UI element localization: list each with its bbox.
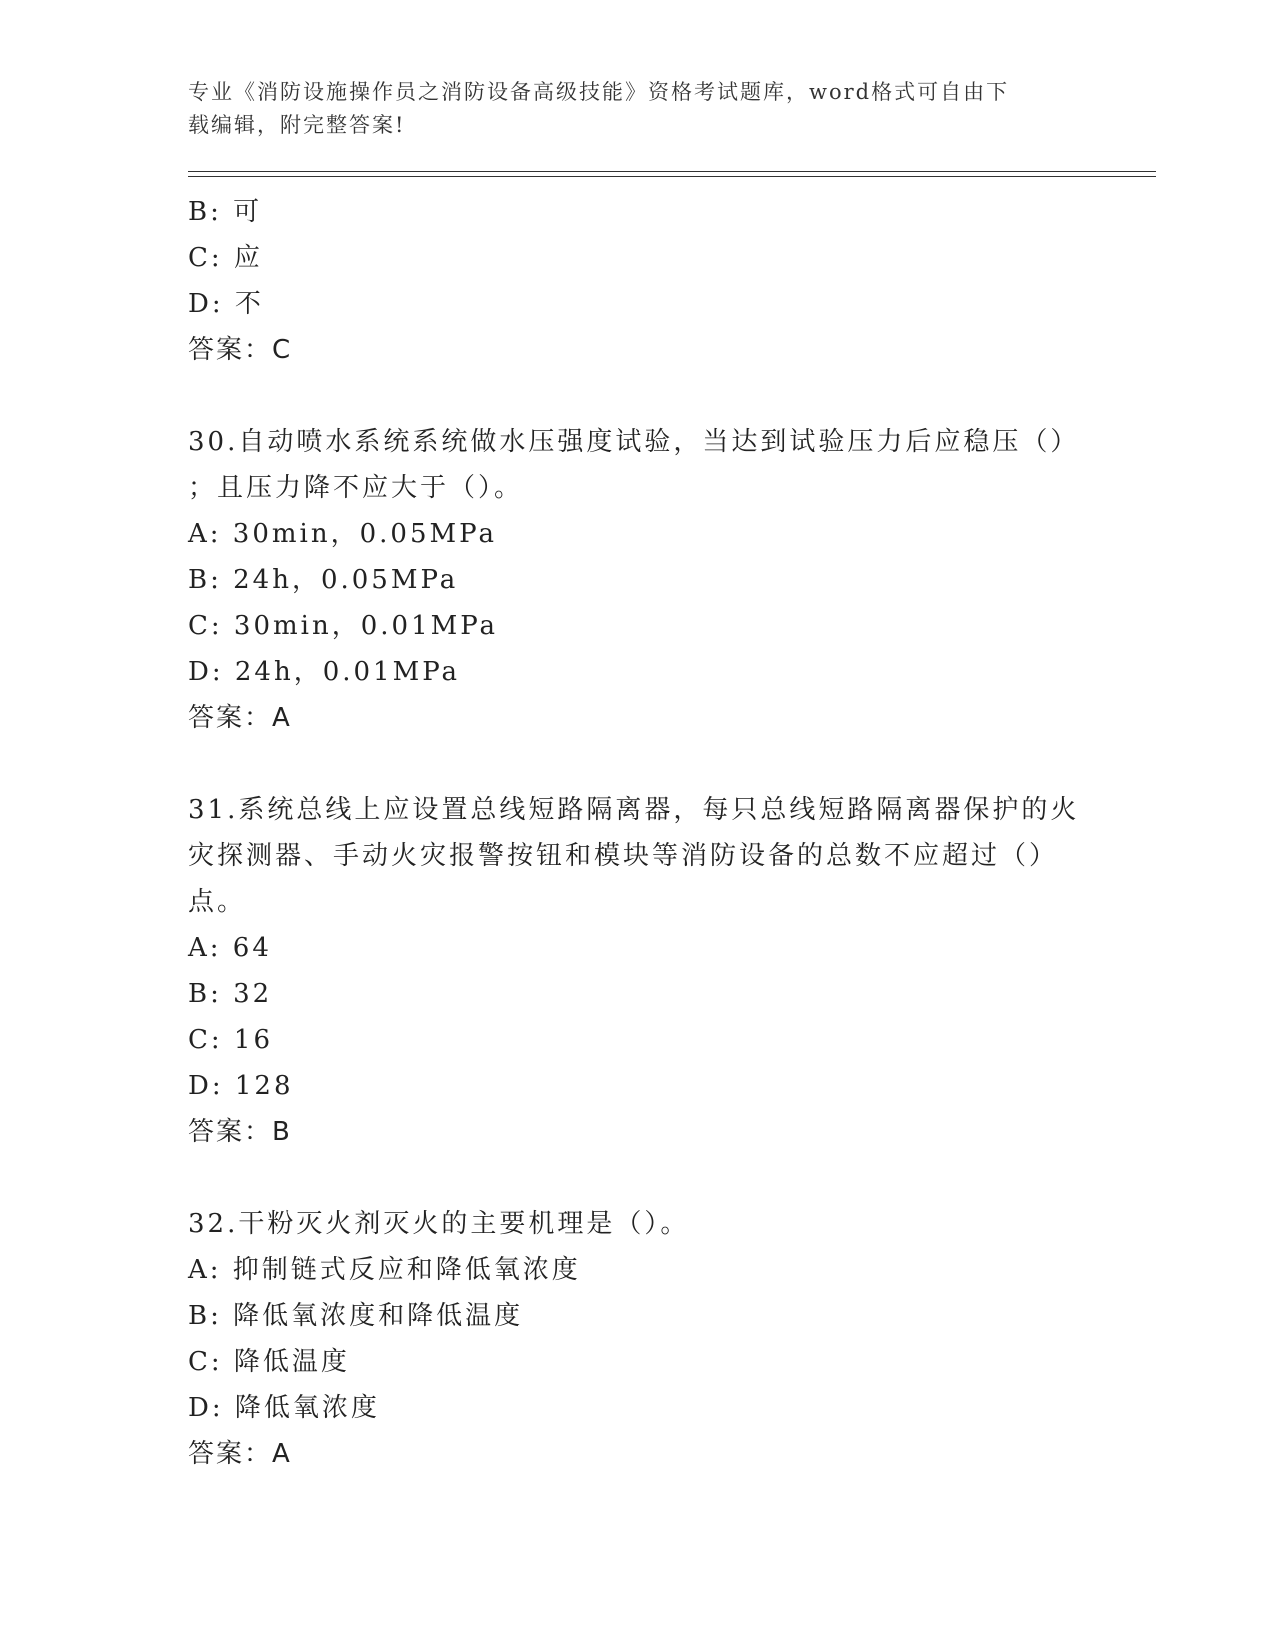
prev-question <box>188 189 1088 373</box>
question-text-line: ；且压力降不应大于（）。 <box>188 473 524 503</box>
question-text-line: 31.系统总线上应设置总线短路隔离器，每只总线短路隔离器保护的火 <box>188 795 1080 825</box>
question-text-line: 灾探测器、手动火灾报警按钮和模块等消防设备的总数不应超过（） <box>188 841 1059 871</box>
option-b: B: 降低氧浓度和降低温度 <box>188 1301 524 1331</box>
answer-line: 答案：B <box>188 1117 292 1147</box>
answer-line: 答案：C <box>188 335 293 365</box>
document-header <box>188 76 1068 142</box>
question-list <box>188 189 1088 1477</box>
question-31 <box>188 787 1088 1155</box>
header-divider-top <box>188 171 1156 172</box>
question-text-line: 30.自动喷水系统系统做水压强度试验，当达到试验压力后应稳压（） <box>188 427 1080 457</box>
option-c: C: 30min，0.01MPa <box>188 611 499 641</box>
header-line-1: 专业《消防设施操作员之消防设备高级技能》资格考试题库，word格式可自由下 <box>188 80 1010 104</box>
answer-line: 答案：A <box>188 1439 292 1469</box>
option-a: A: 抑制链式反应和降低氧浓度 <box>188 1255 581 1285</box>
header-divider-bottom <box>188 176 1156 177</box>
option-d: D: 不 <box>188 289 264 319</box>
answer-line: 答案：A <box>188 703 292 733</box>
option-a: A: 64 <box>188 933 272 963</box>
header-line-2: 载编辑，附完整答案! <box>188 113 406 137</box>
question-text-line: 32.干粉灭火剂灭火的主要机理是（）。 <box>188 1209 690 1239</box>
option-d: D: 降低氧浓度 <box>188 1393 380 1423</box>
option-a: A: 30min，0.05MPa <box>188 519 497 549</box>
question-30 <box>188 419 1088 741</box>
option-c: C: 降低温度 <box>188 1347 350 1377</box>
option-d: D: 128 <box>188 1071 294 1101</box>
option-c: C: 16 <box>188 1025 274 1055</box>
option-b: B: 32 <box>188 979 273 1009</box>
question-text-line: 点。 <box>188 887 247 917</box>
option-d: D: 24h，0.01MPa <box>188 657 461 687</box>
option-b: B: 24h，0.05MPa <box>188 565 459 595</box>
option-b: B: 可 <box>188 197 263 227</box>
option-c: C: 应 <box>188 243 263 273</box>
question-32 <box>188 1201 1088 1477</box>
